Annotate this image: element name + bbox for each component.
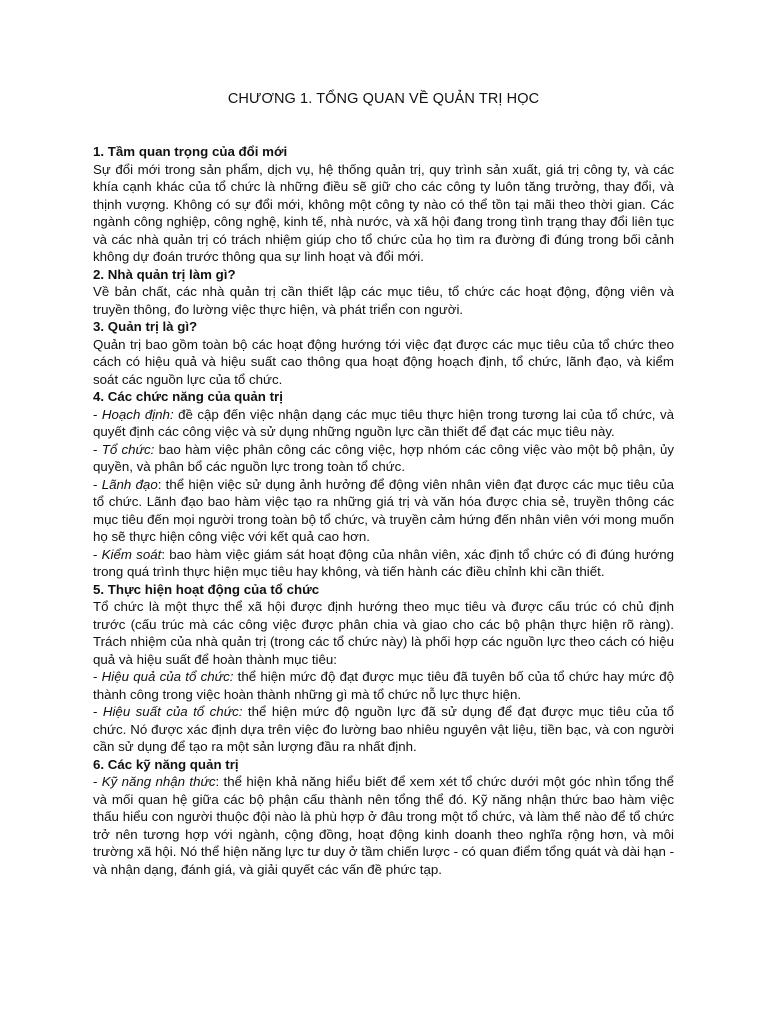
bullet-dash: - <box>93 704 103 719</box>
bullet-item-conceptual-skill <box>93 773 674 878</box>
section-heading: 1. Tầm quan trọng của đổi mới <box>93 144 288 159</box>
term-label: Hiệu quả của tổ chức: <box>101 669 234 684</box>
document-title: CHƯƠNG 1. TỔNG QUAN VỀ QUẢN TRỊ HỌC <box>227 91 540 107</box>
bullet-text: bao hàm việc phân công các công việc, hợp nhóm các công việc vào một bộ phận, ủy quyền, và phân bổ các nguồn lực trong toàn tổ chức. <box>93 441 675 474</box>
bullet-item-controlling <box>93 546 674 581</box>
document-body <box>93 143 674 878</box>
term-label: Kỹ năng nhận thức <box>101 774 216 789</box>
bullet-item-efficiency <box>93 703 674 756</box>
section-paragraph: Quản trị bao gồm toàn bộ các hoạt động hướng tới việc đạt được các mục tiêu của tổ chức theo cách có hiệu quả và hiệu suất cao thông qua hoạt động hoạch định, tổ chức, lãnh đạo, và kiểm soát các nguồn lực của tổ chức. <box>93 336 674 387</box>
section-paragraph: Sự đổi mới trong sản phẩm, dịch vụ, hệ thống quản trị, quy trình sản xuất, giá trị công ty, và các khía cạnh khác của tổ chức là những điều sẽ giữ cho các công ty luôn tăng trưởng, thay đổi, và thịnh vượng. Không có sự đổi mới, không một công ty nào có thể tồn tại mãi theo thời gian. Các ngành công nghiệp, công nghệ, kinh tế, nhà nước, và xã hội đang trong tình trạng thay đổi liên tục và các nhà quản trị có trách nhiệm giúp cho tổ chức của họ tìm ra đường đi đúng trong bối cảnh không dự đoán trước thông qua sự linh hoạt và đổi mới. <box>93 161 674 264</box>
bullet-text: thể hiện mức độ nguồn lực đã sử dụng để đạt được mục tiêu của tổ chức. Nó được xác định dựa trên việc đo lường bao nhiêu nguyên vật liệu, tiền bạc, và con người cần sử dụng để tạo ra một sản lượng đầu ra nhất định. <box>93 704 674 754</box>
term-label: Hoạch định: <box>101 406 174 422</box>
bullet-dash: - <box>93 546 102 562</box>
term-label: Kiểm soát <box>101 546 162 562</box>
bullet-dash: - <box>93 476 102 492</box>
term-label: Lãnh đạo <box>101 476 158 492</box>
bullet-item-effectiveness <box>93 668 674 703</box>
bullet-dash: - <box>93 669 102 684</box>
bullet-text: : thể hiện việc sử dụng ảnh hưởng để động viên nhân viên đạt được các mục tiêu của tổ chức. Lãnh đạo bao hàm việc tạo ra những giá trị và văn hóa được chia sẻ, truyền thông các mục tiêu đến mọi người trong toàn bộ tổ chức, và truyền cảm hứng đến nhân viên với mong muốn họ sẽ thực hiện công việc với kết quả cao hơn. <box>93 476 674 544</box>
bullet-item-leading <box>93 476 674 546</box>
bullet-dash: - <box>93 406 102 422</box>
term-label: Hiệu suất của tổ chức: <box>102 704 243 719</box>
bullet-text: thể hiện mức độ đạt được mục tiêu đã tuyên bố của tổ chức hay mức độ thành công trong việc hoàn thành những gì mà tổ chức nỗ lực thực hiện. <box>93 669 675 702</box>
bullet-item-organizing <box>93 441 674 476</box>
bullet-dash: - <box>93 441 102 457</box>
section-heading: 3. Quản trị là gì? <box>93 319 198 334</box>
bullet-text: : bao hàm việc giám sát hoạt động của nhân viên, xác định tổ chức có đi đúng hướng trong quá trình thực hiện mục tiêu hay không, và tiến hành các điều chỉnh khi cần thiết. <box>93 546 675 579</box>
section-paragraph: Tổ chức là một thực thể xã hội được định hướng theo mục tiêu và được cấu trúc có chủ định trước (cấu trúc mà các công việc được phân chia và giao cho các bộ phận thực hiện rõ ràng). Trách nhiệm của nhà quản trị (trong các tổ chức này) là phối hợp các nguồn lực theo cách có hiệu quả và hiệu suất để hoàn thành mục tiêu: <box>93 599 674 667</box>
section-heading: 2. Nhà quản trị làm gì? <box>93 266 236 282</box>
bullet-text: đề cập đến việc nhận dạng các mục tiêu thực hiện trong tương lai của tổ chức, và quyết định các công việc và sử dụng những nguồn lực cần thiết để đạt các mục tiêu này. <box>93 406 674 439</box>
bullet-item-planning <box>93 406 674 441</box>
section-heading: 6. Các kỹ năng quản trị <box>93 756 239 772</box>
section-heading: 5. Thực hiện hoạt động của tổ chức <box>93 581 320 597</box>
term-label: Tổ chức: <box>101 441 155 457</box>
section-heading: 4. Các chức năng của quản trị <box>93 389 283 404</box>
bullet-dash: - <box>93 774 102 789</box>
section-paragraph: Về bản chất, các nhà quản trị cần thiết lập các mục tiêu, tổ chức các hoạt động, động viên và truyền thông, đo lường việc thực hiện, và phát triển con người. <box>93 284 674 317</box>
bullet-text: : thể hiện khả năng hiểu biết để xem xét tổ chức dưới một góc nhìn tổng thể và mối quan hệ giữa các bộ phận cấu thành nên tổng thể đó. Kỹ năng nhận thức bao hàm việc thấu hiểu con người thuộc đội nào là phù hợp ở đâu trong một tổ chức, và làm thế nào để tổ chức trở nên tương hợp với ngành, cộng đồng, hoạt động kinh doanh theo nghĩa rộng hơn, và môi trường xã hội. Nó thể hiện năng lực tư duy ở tầm chiến lược - có quan điểm tổng quát và dài hạn - và nhận dạng, đánh giá, và giải quyết các vấn đề phức tạp. <box>93 774 674 877</box>
